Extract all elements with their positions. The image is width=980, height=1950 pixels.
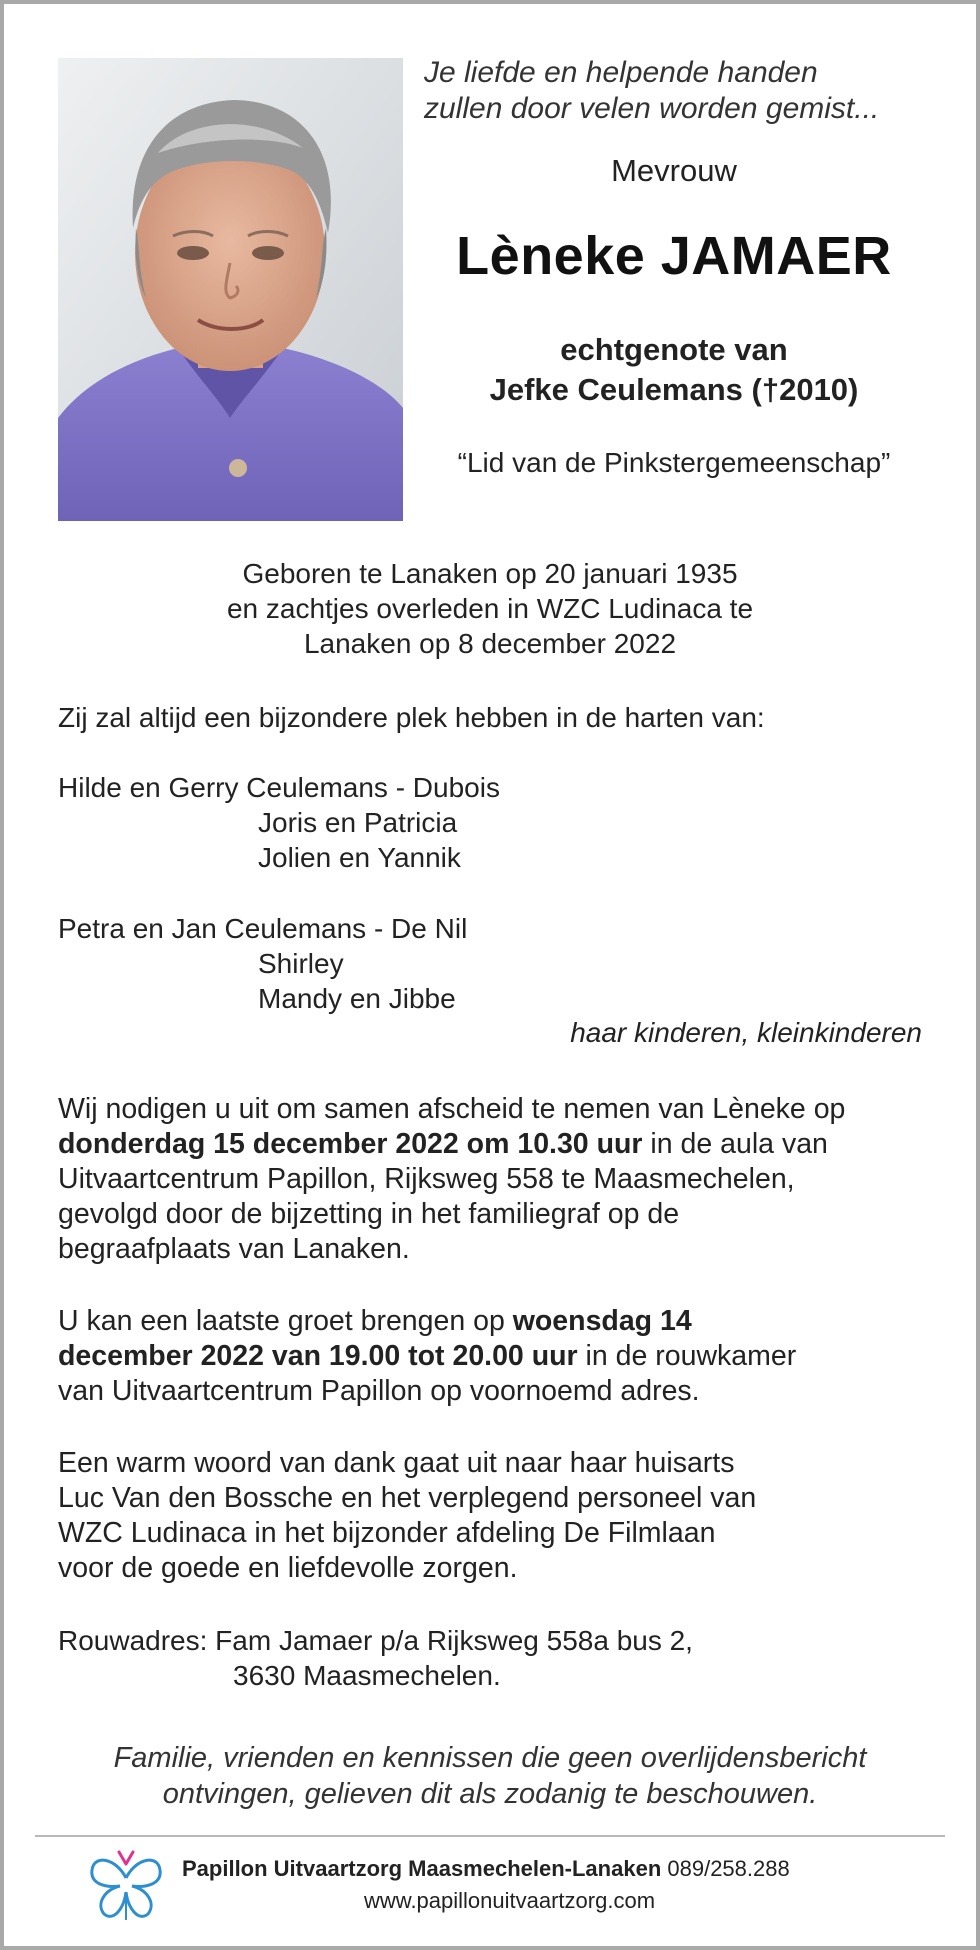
death-line-1: en zachtjes overleden in WZC Ludinaca te — [226, 593, 754, 624]
ceremony-line-4: gevolgd door de bijzetting in het familiegraf op de — [58, 1198, 680, 1230]
deceased-name: Lèneke JAMAER — [456, 226, 892, 286]
death-line-2: Lanaken op 8 december 2022 — [303, 628, 677, 659]
closing-line-1: Familie, vrienden en kennissen die geen overlijdensbericht — [113, 1742, 867, 1774]
spouse-name: Jefke Ceulemans (†2010) — [489, 372, 859, 407]
family-group-1-member: Jolien en Yannik — [258, 842, 461, 873]
family-group-2-member: Shirley — [258, 948, 344, 979]
footer-company-name: Papillon Uitvaartzorg Maasmechelen-Lanaken — [182, 1856, 662, 1881]
visit-line-1 — [58, 1304, 938, 1339]
quote-line-1: Je liefde en helpende handen — [424, 56, 818, 89]
address-line-2: 3630 Maasmechelen. — [233, 1660, 501, 1691]
closing-line-2: ontvingen, gelieven dit als zodanig te beschouwen. — [162, 1778, 818, 1810]
portrait-photo — [58, 58, 403, 521]
thanks-paragraph — [58, 1446, 938, 1586]
memorial-quote — [424, 55, 944, 127]
footer-website[interactable]: www.papillonuitvaartzorg.com — [364, 1888, 656, 1913]
thanks-line-3: WZC Ludinaca in het bijzonder afdeling De Filmlaan — [58, 1517, 716, 1549]
family-group-2-member: Mandy en Jibbe — [258, 983, 456, 1014]
membership-note: “Lid van de Pinkstergemeenschap” — [457, 447, 891, 478]
ceremony-line-2 — [58, 1127, 938, 1162]
closing-note — [58, 1740, 922, 1812]
birth-death-info — [58, 556, 922, 661]
footer-company-line — [182, 1856, 790, 1882]
footer-divider — [35, 1835, 945, 1837]
visit-date-part-2: december 2022 van 19.00 tot 20.00 uur — [58, 1340, 578, 1372]
birth-line: Geboren te Lanaken op 20 januari 1935 — [242, 558, 738, 589]
visit-date-part-1: woensdag 14 — [512, 1305, 692, 1337]
family-group-1-member: Joris en Patricia — [258, 807, 458, 838]
ceremony-line-3: Uitvaartcentrum Papillon, Rijksweg 558 te Maasmechelen, — [58, 1163, 795, 1195]
family-group-1-head: Hilde en Gerry Ceulemans - Dubois — [58, 772, 500, 803]
visit-paragraph — [58, 1304, 938, 1409]
family-group-2-head: Petra en Jan Ceulemans - De Nil — [58, 913, 468, 944]
ceremony-line-1: Wij nodigen u uit om samen afscheid te nemen van Lèneke op — [58, 1093, 846, 1125]
spouse-info — [424, 330, 924, 410]
visit-line-2 — [58, 1339, 938, 1374]
ceremony-line-5: begraafplaats van Lanaken. — [58, 1233, 410, 1265]
ceremony-line-2-rest: in de aula van — [642, 1128, 828, 1160]
thanks-line-4: voor de goede en liefdevolle zorgen. — [58, 1552, 518, 1584]
visit-line-3: van Uitvaartcentrum Papillon op voornoemd adres. — [58, 1375, 700, 1407]
honorific: Mevrouw — [611, 153, 737, 188]
family-intro: Zij zal altijd een bijzondere plek hebben in de harten van: — [58, 702, 765, 733]
family-relation: haar kinderen, kleinkinderen — [570, 1017, 922, 1048]
footer-phone: 089/258.288 — [661, 1856, 790, 1881]
visit-line-2-rest: in de rouwkamer — [577, 1340, 797, 1372]
visit-line-1-plain: U kan een laatste groet brengen op — [58, 1305, 513, 1337]
quote-line-2: zullen door velen worden gemist... — [424, 92, 880, 125]
ceremony-date: donderdag 15 december 2022 om 10.30 uur — [58, 1128, 643, 1160]
thanks-line-2: Luc Van den Bossche en het verplegend personeel van — [58, 1482, 757, 1514]
spouse-label: echtgenote van — [560, 332, 788, 367]
address-line-1: Rouwadres: Fam Jamaer p/a Rijksweg 558a bus 2, — [58, 1625, 693, 1656]
thanks-line-1: Een warm woord van dank gaat uit naar haar huisarts — [58, 1447, 735, 1479]
butterfly-logo-icon — [86, 1848, 166, 1924]
ceremony-paragraph — [58, 1092, 938, 1267]
